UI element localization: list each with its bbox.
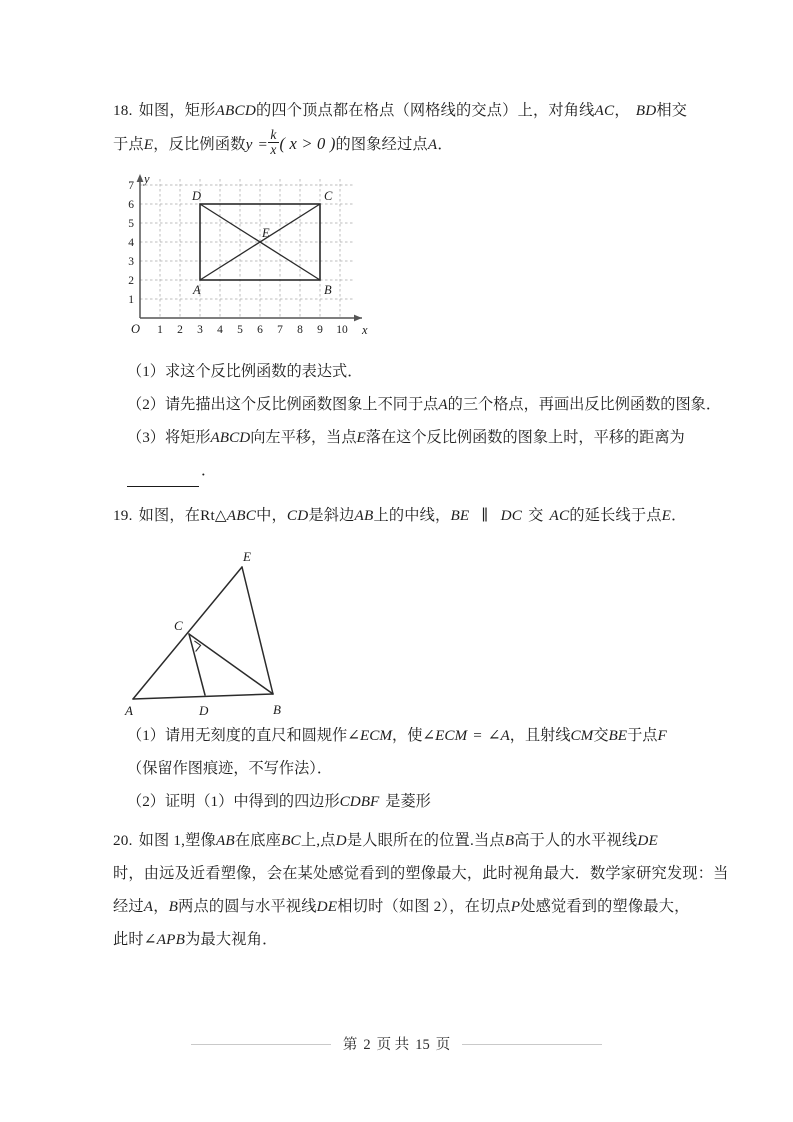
problem-18-part-3-marker: （3） [127, 429, 165, 446]
segment-ae [133, 567, 242, 699]
segment-ab [133, 694, 273, 699]
problem-19-part-1-equals: = [473, 727, 482, 744]
problem-18-stem-text-a: 如图，矩形 [138, 102, 216, 119]
problem-18-part-1-text: 求这个反比例函数的表达式． [164, 363, 363, 380]
body-text: 时，由远及近看塑像，会在某处感觉看到的塑像最大，此时视角最大．数学家研究发现：当 [113, 865, 729, 882]
problem-18-part-2-label-a: A [438, 396, 448, 413]
page-content [113, 94, 729, 956]
problem-18-number: 18. [113, 102, 133, 119]
body-text: 处感觉看到的塑像最大， [520, 898, 690, 915]
problem-19-part-2-text-a: 证明（1）中得到的四边形 [164, 793, 340, 810]
problem-19-angle-a: ∠A [487, 727, 510, 744]
answer-blank[interactable] [127, 474, 199, 487]
origin-label: O [131, 322, 141, 336]
point-label-b: B [273, 702, 281, 717]
problem-19-figure [123, 544, 443, 719]
svg-text:9: 9 [317, 324, 323, 336]
problem-18-stem-text-e: 于点 [113, 136, 144, 153]
problem-18-part-2-marker: （2） [127, 396, 165, 413]
problem-18-stem-text-g: 的图象经过点 [335, 136, 428, 153]
point-label-e: E [243, 549, 251, 564]
footer-inner [317, 1033, 476, 1054]
formula-numerator: k [270, 126, 277, 142]
problem-20-line-4-text [113, 931, 277, 948]
problem-18-figure [119, 167, 389, 349]
y-axis-label: y [144, 172, 150, 186]
footer-prefix: 第 [342, 1037, 358, 1053]
math-label: B [504, 832, 515, 849]
body-text: 经过 [113, 898, 144, 915]
problem-18-stem-text-f: ，反比例函数 [153, 136, 246, 153]
problem-19-part-1-text-e: 于点 [627, 727, 658, 744]
right-triangle-svg [123, 544, 443, 719]
svg-text:6: 6 [257, 324, 263, 336]
svg-text:3: 3 [128, 256, 134, 268]
svg-text:3: 3 [197, 324, 203, 336]
x-tick-labels [157, 324, 348, 336]
problem-19-label-be-2: BE [608, 727, 628, 744]
body-text: 上,点 [300, 832, 336, 849]
problem-19-part-1 [113, 719, 686, 785]
problem-19-label-cdbf: CDBF [339, 793, 380, 810]
math-label: DE [316, 898, 338, 915]
problem-19-label-abc: ABC [226, 507, 257, 524]
problem-19-stem-text-g: ． [671, 507, 687, 524]
problem-18-part-2-text-b: 的三个格点，再画出反比例函数的图象． [447, 396, 721, 413]
footer-suffix: 页 [435, 1037, 451, 1053]
point-label-d: D [192, 189, 202, 203]
problem-19-label-dc: DC [500, 507, 523, 524]
problem-18-part-2 [113, 388, 721, 421]
problem-18-label-e: E [143, 136, 154, 153]
problem-19-label-ac: AC [549, 507, 570, 524]
body-text: 如图 1,塑像 [138, 832, 216, 849]
footer-middle: 页 共 [376, 1037, 410, 1053]
formula-equals: = [258, 136, 268, 153]
problem-19-label-ab: AB [354, 507, 374, 524]
grid-horizontal-lines [140, 185, 355, 299]
problem-20-line-3-text [113, 898, 690, 915]
problem-18-part-3-period: ． [201, 462, 217, 479]
svg-text:2: 2 [128, 275, 134, 287]
math-label: BC [281, 832, 301, 849]
problem-19-part-1-text-a: 请用无刻度的直尺和圆规作 [164, 727, 348, 744]
svg-text:1: 1 [157, 324, 163, 336]
svg-text:5: 5 [237, 324, 243, 336]
body-text: 两点的圆与水平视线 [178, 898, 317, 915]
svg-text:4: 4 [128, 237, 134, 249]
problem-18-part-3-label-abcd: ABCD [210, 429, 251, 446]
body-text: 此时 [113, 931, 144, 948]
triangle-strokes [133, 567, 273, 699]
y-axis-arrow [137, 174, 144, 182]
problem-19-label-e2: E [661, 507, 672, 524]
problem-19-part-2-text-b: 是菱形 [385, 793, 431, 810]
problem-19-stem [113, 499, 686, 532]
body-text: 在底座 [234, 832, 282, 849]
math-label: ∠APB [143, 931, 186, 948]
x-axis-arrow [354, 315, 362, 322]
problem-18-stem-text-c: ， [614, 102, 630, 119]
footer-rule-right [462, 1044, 602, 1045]
problem-19-part-1-text-f: （保留作图痕迹，不写作法）． [127, 760, 333, 777]
problem-19-part-2 [113, 785, 686, 818]
svg-text:1: 1 [128, 294, 134, 306]
math-label: DE [637, 832, 658, 849]
problem-19-label-cm: CM [570, 727, 594, 744]
math-label: P [510, 898, 521, 915]
svg-text:10: 10 [336, 324, 348, 336]
formula-variable-y: y [245, 136, 253, 153]
problem-19-stem-text-b: 中， [256, 507, 287, 524]
footer-page-number: 2 [363, 1037, 371, 1053]
math-label: AB [215, 832, 235, 849]
problem-19-angle-ecm-2: ∠ECM [422, 727, 468, 744]
problem-19-part-1-text-c: ，且射线 [509, 727, 571, 744]
triangle-vertex-labels [124, 549, 281, 718]
body-text: 为最大视角． [185, 931, 278, 948]
point-label-d: D [199, 703, 209, 718]
x-axis-label: x [362, 323, 368, 337]
problem-19-part-2-marker: （2） [127, 793, 165, 810]
svg-text:5: 5 [128, 218, 134, 230]
svg-text:7: 7 [277, 324, 283, 336]
svg-text:7: 7 [128, 180, 134, 192]
body-text: 高于人的水平视线 [514, 832, 638, 849]
problem-19-label-be: BE [450, 507, 470, 524]
footer-rule-left [191, 1044, 331, 1045]
problem-19-stem-text-f: 的延长线于点 [569, 507, 662, 524]
point-label-a: A [193, 283, 201, 297]
footer-page-total: 15 [415, 1037, 430, 1053]
point-label-c: C [324, 189, 333, 203]
problem-19-stem-text-e: 交 [528, 507, 544, 524]
problem-19-angle-ecm-1: ∠ECM [347, 727, 393, 744]
problem-18-part-1 [113, 355, 686, 388]
problem-18-stem-line-2 [113, 127, 686, 161]
problem-19-stem-text-a: 如图，在Rt△ [138, 507, 227, 524]
problem-18-stem-text-h: ． [437, 136, 453, 153]
problem-18-stem-text-d: 相交 [656, 102, 688, 119]
body-text: 相切时（如图 2），在切点 [337, 898, 511, 915]
problem-18-answer-blank-line [113, 454, 686, 487]
problem-20-line-4 [113, 923, 686, 956]
problem-18-label-abcd: ABCD [215, 102, 256, 119]
formula-condition: ( x > 0 ) [279, 134, 336, 153]
problem-20-number: 20. [113, 832, 133, 849]
problem-18-part-1-marker: （1） [127, 363, 165, 380]
problem-18-label-ac: AC [594, 102, 615, 119]
point-label-a: A [125, 703, 133, 718]
point-label-c: C [174, 618, 183, 633]
problem-18-part-3 [113, 421, 686, 454]
problem-20-line-1 [113, 824, 686, 857]
problem-18-label-bd: BD [635, 102, 657, 119]
svg-text:6: 6 [128, 199, 134, 211]
math-label: A [143, 898, 154, 915]
point-label-e: E [262, 226, 270, 240]
math-label: D [335, 832, 347, 849]
problem-20-line-3 [113, 890, 690, 923]
svg-text:2: 2 [177, 324, 183, 336]
body-text: 是人眼所在的位置.当点 [346, 832, 505, 849]
problem-19-stem-text-c: 是斜边 [308, 507, 355, 524]
problem-18-stem-line-1 [113, 94, 686, 127]
formula-fraction-k-over-x [268, 128, 278, 157]
problem-18-part-3-label-e: E [356, 429, 366, 446]
problem-20-line-1-text [139, 832, 658, 849]
problem-19-part-1-text-b: ，使 [392, 727, 423, 744]
problem-19-label-cd: CD [286, 507, 309, 524]
body-text: ， [153, 898, 169, 915]
problem-19-parallel-symbol: ∥ [481, 507, 489, 524]
problem-18-part-3-text-b: 向左平移，当点 [250, 429, 357, 446]
problem-18 [113, 94, 721, 487]
point-label-b: B [324, 283, 332, 297]
problem-18-label-a: A [427, 136, 438, 153]
problem-18-part-3-text-a: 将矩形 [164, 429, 211, 446]
problem-18-part-3-text-c: 落在这个反比例函数的图象上时，平移的距离为 [365, 429, 685, 446]
formula-denominator: x [270, 141, 277, 157]
grid-rectangle-svg [119, 167, 389, 349]
problem-19-part-1-text-d: 交 [593, 727, 609, 744]
problem-20-line-2 [113, 857, 729, 890]
problem-18-stem-text-b: 的四个顶点都在格点（网格线的交点）上，对角线 [255, 102, 595, 119]
problem-18-part-2-text-a: 请先描出这个反比例函数图象上不同于点 [164, 396, 439, 413]
svg-text:4: 4 [217, 324, 223, 336]
y-tick-labels [128, 180, 134, 306]
math-label: B [168, 898, 179, 915]
problem-20 [113, 824, 729, 956]
problem-19-part-1-marker: （1） [127, 727, 165, 744]
problem-20-line-2-text [113, 865, 729, 882]
problem-19-number: 19. [113, 507, 133, 524]
problem-19-stem-text-d: 上的中线， [373, 507, 451, 524]
page-footer [0, 1033, 793, 1054]
problem-19-label-f: F [657, 727, 667, 744]
problem-19 [113, 499, 686, 818]
svg-text:8: 8 [297, 324, 303, 336]
